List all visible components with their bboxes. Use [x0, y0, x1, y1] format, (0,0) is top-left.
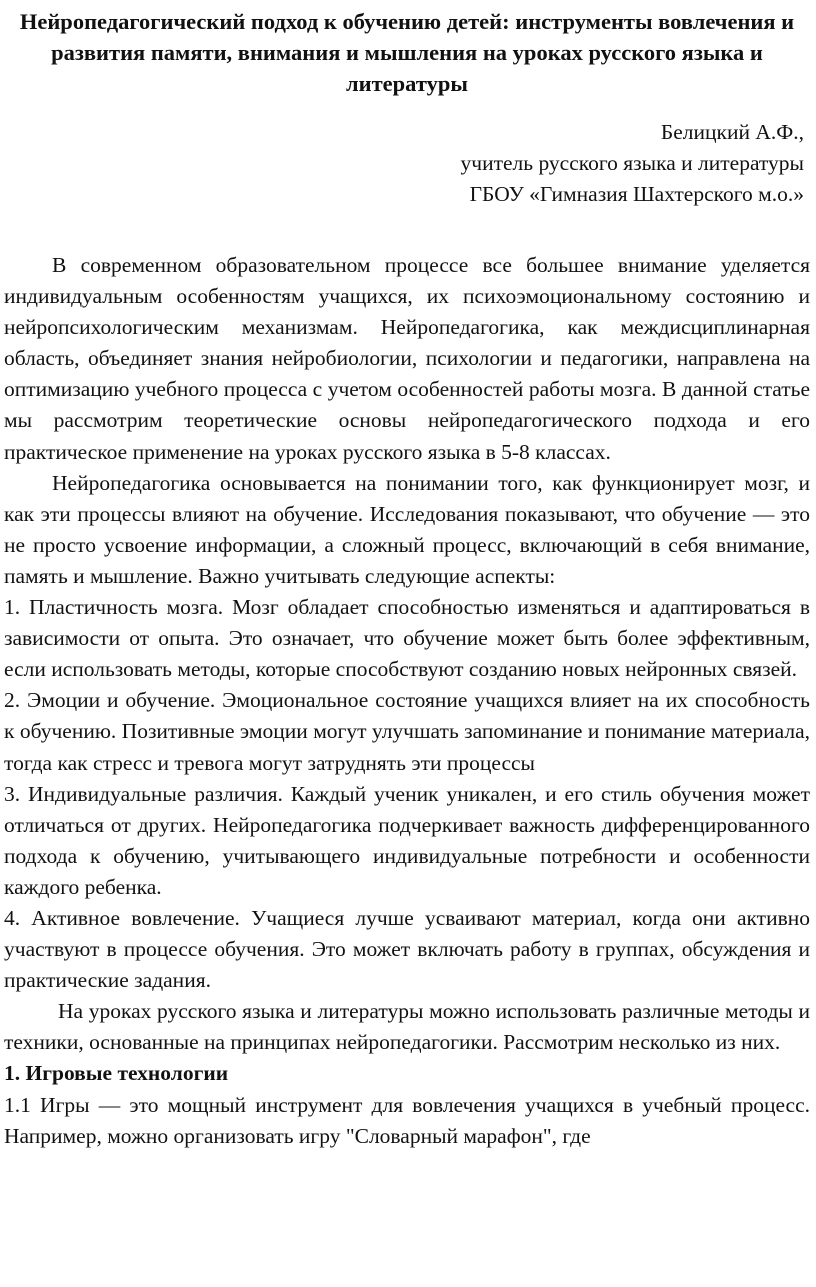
- article-body: [4, 250, 810, 1152]
- list-item-plasticity: 1. Пластичность мозга. Мозг обладает способностью изменяться и адаптироваться в зависимости от опыта. Это означает, что обучение может быть более эффективным, если использовать методы, которые способствуют созданию новых нейронных связей.: [4, 595, 810, 682]
- list-item-engagement: 4. Активное вовлечение. Учащиеся лучше усваивают материал, когда они активно участвуют в процессе обучения. Это может включать работу в группах, обсуждения и практические задания.: [4, 905, 810, 993]
- author-school: ГБОУ «Гимназия Шахтерского м.о.»: [469, 182, 804, 206]
- author-position: учитель русского языка и литературы: [460, 151, 804, 175]
- section-heading: 1. Игровые технологии: [4, 1061, 229, 1086]
- paragraph-intro: В современном образовательном процессе все большее внимание уделяется индивидуальным особенностям учащихся, их психоэмоциональному состоянию и нейропсихологическим механизмам. Нейропедагогика, как междисциплинарная область, объединяет знания нейробиологии, психологии и педагогики, направлена на оптимизацию учебного процесса с учетом особенностей работы мозга. В данной статье мы рассмотрим теоретические основы нейропедагогического подхода и его практическое применение на уроках русского языка в 5-8 классах.: [4, 253, 810, 464]
- author-block: [4, 117, 810, 210]
- author-name: Белицкий А.Ф.,: [660, 120, 804, 144]
- list-item-emotions: 2. Эмоции и обучение. Эмоциональное состояние учащихся влияет на их способность к обучению. Позитивные эмоции могут улучшать запоминание и понимание материала, тогда как стресс и тревога могут затруднять эти процессы: [4, 688, 810, 775]
- paragraph-methods: На уроках русского языка и литературы можно использовать различные методы и техники, основанные на принципах нейропедагогики. Рассмотрим несколько из них.: [4, 999, 810, 1055]
- paragraph-games: 1.1 Игры — это мощный инструмент для вовлечения учащихся в учебный процесс. Например, можно организовать игру "Словарный марафон", где: [4, 1092, 810, 1148]
- paragraph-basis: Нейропедагогика основывается на понимании того, как функционирует мозг, и как эти процессы влияют на обучение. Исследования показывают, что обучение — это не просто усвоение информации, а сложный процесс, включающий в себя внимание, память и мышление. Важно учитывать следующие аспекты:: [4, 470, 810, 588]
- list-item-individual: 3. Индивидуальные различия. Каждый ученик уникален, и его стиль обучения может отличаться от других. Нейропедагогика подчеркивает важность дифференцированного подхода к обучению, учитывающего индивидуальные потребности и особенности каждого ребенка.: [4, 781, 810, 899]
- document-title: Нейропедагогический подход к обучению детей: инструменты вовлечения и развития памяти, внимания и мышления на уроках русского языка и литературы: [19, 9, 795, 96]
